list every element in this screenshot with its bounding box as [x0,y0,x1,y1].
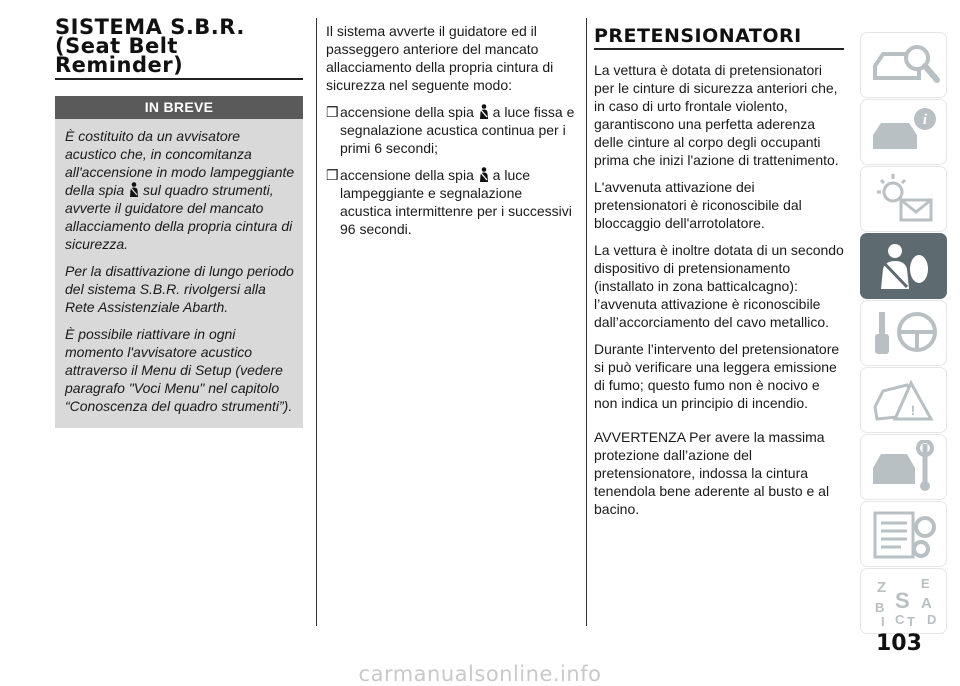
seatbelt-airbag-icon [867,239,941,293]
tab-car-wrench[interactable] [860,434,947,500]
tab-seatbelt-airbag[interactable] [860,233,947,299]
index-letter-z: Z [876,579,886,596]
tab-list-gear[interactable] [860,501,947,567]
sbr-bullet-list [326,103,576,238]
alphabet-index-icon [867,574,941,628]
pretensionatori-paragraph-2: L'avvenuta attivazione dei pretensionatori è riconoscibile dal bloccaggio dell'arrotolatore. [594,179,802,231]
warning-light-envelope-icon [867,172,941,226]
sbr-bullet-1 [326,103,576,157]
sbr-title-line-2: (Seat Belt [55,34,178,58]
tab-car-info[interactable] [860,99,947,165]
sbr-title-line-1: SISTEMA S.B.R. [55,15,245,39]
sbr-bullet-1-post: a luce fissa e segnalazione acustica continua per i primi 6 secondi; [340,104,575,156]
left-column [55,15,303,80]
tab-car-emergency[interactable] [860,367,947,433]
car-magnifier-icon [867,38,941,92]
sbr-title-rule [55,78,303,80]
sbr-bullet-2-pre: accensione della spia [340,167,474,183]
sbr-bullet-1-pre: accensione della spia [340,104,474,120]
index-letter-e: E [920,576,930,591]
bullet-box-icon: ❒ [326,167,339,183]
middle-column [326,22,576,247]
seatbelt-warning-icon [128,182,139,197]
in-breve-paragraph-3: È possibile riattivare in ogni momento l'avvisatore acustico attraverso il Menu di Setup (vedere paragrafo "Voci Menu" nel capitolo “Conoscenza del quadro strumenti”). [65,326,293,414]
tab-car-magnifier[interactable] [860,32,947,98]
index-letter-t: T [906,614,915,628]
pretensionatori-paragraph-1: La vettura è dotata di pretensionatori per le cinture di sicurezza anteriori che, in caso di urto frontale violento, garantiscono una perfetta aderenza delle cinture al corpo degli occupanti prima che inizi l'azione di trattenimento. [594,62,839,168]
sbr-bullet-2-post: a luce lampeggiante e segnalazione acustica intermittenre per i successivi 96 secondi. [340,167,572,237]
key-steering-wheel-icon [867,306,941,360]
index-letter-a: A [920,595,932,612]
column-divider-1 [316,18,317,626]
car-info-icon [867,105,941,159]
svg-text:!: ! [910,402,915,418]
sbr-title-line-3: Reminder) [55,53,184,77]
page-number: 103 [876,631,922,656]
in-breve-header: IN BREVE [55,96,303,119]
tab-alphabetical-index[interactable] [860,568,947,634]
sbr-intro-text: Il sistema avverte il guidatore ed il passeggero anteriore del mancato allacciamento della propria cintura di sicurezza nel seguente modo: [326,23,554,93]
tab-key-steering[interactable] [860,300,947,366]
svg-text:i: i [922,112,927,128]
pretensionatori-paragraph-3: La vettura è inoltre dotata di un secondo dispositivo di pretensionamento (installato in zona batticalcagno): l’avvenuta attivazione è riconoscibile dall’accorciamento del cavo metallico. [594,242,844,330]
pretensionatori-title: PRETENSIONATORI [594,25,802,47]
index-letter-i: I [880,614,885,628]
pretensionatori-title-rule [594,48,844,50]
in-breve-paragraph-2: Per la disattivazione di lungo periodo del sistema S.B.R. rivolgersi alla Rete Assistenziale Abarth. [65,263,294,315]
seatbelt-warning-icon [478,104,489,119]
sbr-bullet-2 [326,166,576,238]
index-letter-s: S [894,588,910,613]
pretensionatori-paragraph-4: Durante l’intervento del pretensionatore si può verificare una leggera emissione di fumo; questo fumo non è nocivo e non indica un principio di incendio. [594,341,840,411]
car-wrench-icon [867,440,941,494]
seatbelt-warning-icon [478,167,489,182]
index-letter-d: D [926,612,936,627]
right-column [594,26,844,527]
sbr-title [55,15,303,77]
car-emergency-icon [867,373,941,427]
in-breve-paragraph-1 [65,127,295,253]
tab-warning-lights[interactable] [860,166,947,232]
list-gear-icon [867,507,941,561]
in-breve-body [55,119,303,434]
index-letter-b: B [874,600,884,615]
pretensionatori-text [594,61,844,518]
in-breve-p1-pre: È costituito da un avvisatore acustico che, in concomitanza all'accensione in modo lampeggiante della spia [65,128,295,198]
bullet-box-icon: ❒ [326,104,339,120]
column-divider-2 [586,18,587,626]
index-letter-c: C [894,612,904,627]
watermark: carmanualsonline.info [358,662,602,686]
pretensionatori-warning: AVVERTENZA Per avere la massima protezione dall’azione del pretensionatore, indossa la cintura tenendola bene aderente al busto e al bacino. [594,429,830,517]
in-breve-box [55,96,303,428]
in-breve-p1-post: sul quadro strumenti, avverte il guidatore del mancato allacciamento della propria cintura di sicurezza. [65,182,293,252]
